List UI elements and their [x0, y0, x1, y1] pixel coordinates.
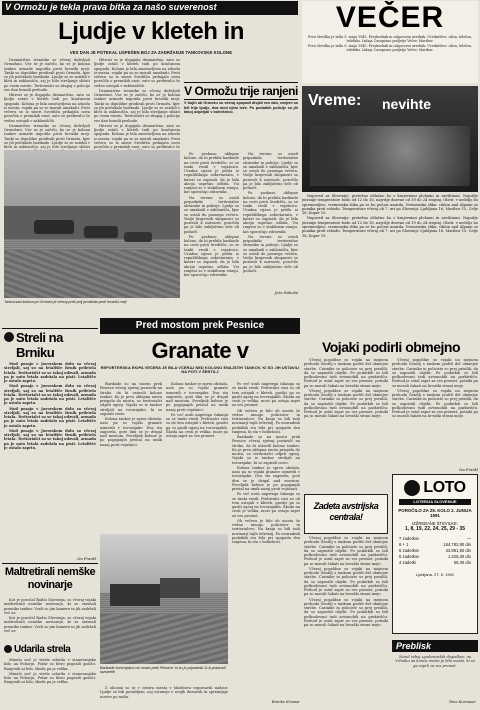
- udarila-text: Minulo noč je strela udarila v stanovanjsko hišo na Pohorju. Požar so hitro pogasili gasilci. Ranjenih ni bilo, škoda pa je velika. Minulo noč je strela udarila v stanovanjsko hišo na Pohorju. Požar so hitro pogasili gasilci. Ranjenih ni bilo, škoda pa je velika.: [4, 658, 96, 685]
- vojaki-byline: Ivo Frankl: [459, 468, 478, 472]
- bullet-icon: [4, 645, 12, 653]
- photo-caption: Tankovska kolona pri Ormožu je včeraj prek polj prodirala proti hrvaški meji: [4, 300, 127, 304]
- vojaki-col1-cont: Včeraj popoldne so vojaki na mejnem prehodu Šentilj s tankom podrli del obmejne stavbe. Carinike in policiste so prej prisilili, da so zapustili objekt. Po podatkih so bili poškodovani tudi avtomobili na parkirišču. Prehod je ostal zaprt za ves promet, potniki pa so morali čakati na hrvaški strani meje. Včeraj popoldne so vojaki na mejnem prehodu Šentilj s tankom podrli del obmejne stavbe. Carinike in policiste so prej prisilili, da so zapustili objekt. Po podatkih so bili poškodovani tudi avtomobili na parkirišču. Prehod je ostal zaprt za ves promet, potniki pa so morali čakati na hrvaški strani meje. Včeraj popoldne so vojaki na mejnem prehodu Šentilj s tankom podrli del obmejne stavbe. Carinike in policiste so prej prisilili, da so zapustili objekt. Po podatkih so bili poškodovani tudi avtomobili na parkirišču. Prehod je ostal zaprt za ves promet, potniki pa so morali čakati na hrvaški strani meje.: [304, 536, 388, 627]
- loto-numbers: 1, 8, 19, 22, 24, 25, 29 - 35: [404, 526, 466, 532]
- side-byline: Jože Rakuša: [274, 290, 298, 295]
- masthead-text: Prva številka je izšla 9. maja 1945. Predsednik in odgovorni urednik. Uredništvo: ulica, telefon, telefaks. Izdaja Časopisno podjetje Večer, Maribor. Prva številka je izšla 9. maja 1945. Predsednik in odgovorni urednik. Uredništvo: ulica, telefon, telefaks. Izdaja Časopisno podjetje Večer, Maribor.: [308, 35, 472, 52]
- udarila-headline: Udarila strela: [14, 644, 71, 655]
- main-subheadline: VES DAN JE POTEKAL USPEŠEN BOJ ZA ZADRŽANJE TANKOVSKE KOLONE: [69, 50, 233, 55]
- vecer-logo: VEČER: [335, 1, 445, 34]
- maltretiral-text: Kot je poročal Radio Slovenija, so včeraj vojaki maltretirali nemške novinarje, ki so snemali premike tankov. Vzeli so jim kamere in jih zadržali več ur. Kot je poročal Radio Slovenija, so včeraj vojaki maltretirali nemške novinarje, ki so snemali premike tankov. Vzeli so jim kamere in jih zadržali več ur.: [4, 598, 96, 633]
- weather-word: nevihte: [382, 96, 432, 112]
- side-lede: V bojih ob Ormožu so včeraj spopadi divjali ves dan, ranjeni so bili trije ljudje, dva med njimi teže. Po podatkih policije so jih takoj odpeljali v bolnišnico.: [184, 101, 298, 114]
- loto-row-label: 6 zadetkov: [399, 548, 420, 553]
- loto-logo: LOTO: [423, 479, 466, 496]
- maltretiral-headline: Maltretirali nemške novinarje: [4, 566, 96, 591]
- loto-row: [399, 560, 471, 566]
- ad-box: [304, 494, 388, 534]
- main-article-col1: Dramatične trenutke so včeraj doživljali Ormožani. Vse se je začelo, ko se je kolona tankov armade napotila proti hrvaški meji. Tanki so dopoldne prodirali proti Ormožu, kjer so jih pričakale barikade. Ljudje so se zatekli v kleti in zaklonišča, saj je bilo streljanje slišati po vsem mestu. Teritorialci so skupaj s policijo ves dan branili prehode. Hitrost se je dogajala dramatično, zato so ljudje ostali v kleteh tudi po končanem spopadu. Kolona je bila zaustavljena na izhodu iz mesta, vojaki pa so se morali umakniti. Proti večeru so iz smeri Središča prihajala nova poročila o premikih enot, zato so prebivalci še vedno ostajali v zakloniščih. Dramatične trenutke so včeraj doživljali Ormožani. Vse se je začelo, ko se je kolona tankov armade napotila proti hrvaški meji. Tanki so dopoldne prodirali proti Ormožu, kjer so jih pričakale barikade. Ljudje so se zatekli v kleti in zaklonišča, saj je bilo streljanje slišati: [4, 58, 90, 149]
- side-col1: Po poskusu oklepne kolone, da bi prebila barikade na cesti proti Središču, so se tanki vrnili v vojašnico. Uradna izjava je prišla iz republiškega sekretariata, v kateri so zapisali, da je bila akcija uspešno odbita. Vsi ranjeni so v stabilnem stanju, kot sporočajo zdravniki. Na terenu so ostali pripadniki teritorialne obrambe in policije. Ljudje so se umaknili v zaklonišča, kjer so ostali do poznega večera. Vodje krajevnih skupnosti so pozivali k mirnosti, poročilo pa je bilo zaključeno šele ob polnoči. Po poskusu oklepne kolone, da bi prebila barikade na cesti proti Središču, so se tanki vrnili v vojašnico. Uradna izjava je prišla iz republiškega sekretariata, v kateri so zapisali, da je bila akcija uspešno odbita. Vsi ranjeni so v stabilnem stanju, kot sporočajo zdravniki.: [184, 152, 239, 277]
- loto-ball-icon: [404, 480, 420, 496]
- loto-row-value: 164.782,90 din: [443, 542, 471, 547]
- side-headline: V Ormožu trije ranjeni: [184, 84, 298, 98]
- loto-box: [392, 474, 478, 634]
- granate-subheadline: REPORTERSKA EKIPA VEČERA JE BILA VČERAJ NED KOLONO ENAJSTIH TANKOV, KI SO JIH USTAVILI NA POTI V ŠENTILJ: [100, 366, 300, 375]
- loto-numbers-label: IZŽREBANE ŠTEVILKE:: [412, 521, 458, 526]
- loto-row-value: —: [466, 536, 471, 541]
- main-article-col2: Hitrost se je dogajala dramatično, zato so ljudje ostali v kleteh tudi po končanem spopadu. Kolona je bila zaustavljena na izhodu iz mesta, vojaki pa so se morali umakniti. Proti večeru so iz smeri Središča prihajala nova poročila o premikih enot, zato so prebivalci še vedno ostajali v zakloniščih. Dramatične trenutke so včeraj doživljali Ormožani. Vse se je začelo, ko se je kolona tankov armade napotila proti hrvaški meji. Tanki so dopoldne prodirali proti Ormožu, kjer so jih pričakale barikade. Ljudje so se zatekli v kleti in zaklonišča, saj je bilo streljanje slišati po vsem mestu. Teritorialci so skupaj s policijo ves dan branili prehode. Hitrost se je dogajala dramatično, zato so ljudje ostali v kleteh tudi po končanem spopadu. Kolona je bila zaustavljena na izhodu iz mesta, vojaki pa so se morali umakniti. Proti večeru so iz smeri Središča prihajala nova poročila o premikih enot, zato so prebivalci še: [94, 58, 180, 149]
- vojaki-headline: Vojaki podirli obmejno: [321, 339, 461, 355]
- bridge-photo: [100, 534, 228, 664]
- loto-row-value: 43.881,50 din: [445, 548, 471, 553]
- divider: [2, 563, 98, 564]
- streli-byline: Ivo Frankl: [77, 557, 96, 561]
- side-headline-box: [184, 82, 298, 100]
- mid-text: Z ulicami so se v centru mesta v Mariboru vzpostavili nadzor. Ljudje so bili povabljeni, naj ostanejo v svojih domovih in spremljajo novice po radiu.: [100, 686, 228, 699]
- weather-title: Vreme:: [308, 92, 362, 109]
- loto-subtitle: LOTERIJA SLOVENIJE: [399, 499, 471, 505]
- masthead: [302, 1, 478, 83]
- bullet-icon: [4, 332, 14, 342]
- granate-col1: Barikade so na mostu prek Pesnice včeraj zjutraj postavili na široko, da bi ustavili kolono tankov. Ko je prva oklepna enota prispela do mosta, so teritorialci odprli ogenj. Vojaki so iz tankov streljali na tovornjake, ki so zapirali cesto. Kolona tankov je sprva obstala, nato pa so vojaki granate usmerili v tovornjake. Dva sta zagorela, gost dim se je dvigal nad mostom. Poveljnik kolone je po pogajanjih pristal na umik nazaj proti vojašnici.: [100, 382, 162, 447]
- loto-heading: POROČILO ZA 25. KOLO 2. JUNIJA 1991: [398, 508, 472, 518]
- loto-table: [399, 536, 471, 566]
- tank-column-photo: [4, 150, 180, 298]
- main-headline: Ljudje v kleteh in: [58, 18, 244, 45]
- granate-headline: Granate v: [151, 338, 249, 363]
- streli-headline: Streli na Brniku: [16, 330, 63, 360]
- weather-map: [310, 126, 470, 186]
- weather-banner: [302, 86, 478, 192]
- loto-footer: Ljubljana, 27. 6. 1991: [415, 572, 455, 577]
- preblisk-text: Novel seboj zgodovinskih dogodkov: na Vrhniku na koncu mostu je bilo mesto, ki so ga zaprli za ves promet.: [395, 655, 475, 668]
- preblisk-byline: Tone Kurnauer: [448, 700, 476, 704]
- loto-row-label: 7 zadetkov: [399, 536, 420, 541]
- divider: [2, 328, 98, 329]
- granate-byline: Branko Kramar: [271, 700, 300, 704]
- side-col2: Na terenu so ostali pripadniki teritorialne obrambe in policije. Ljudje so se umaknili v zaklonišča, kjer so ostali do poznega večera. Vodje krajevnih skupnosti so pozivali k mirnosti, poročilo pa je bilo zaključeno šele ob polnoči. Po poskusu oklepne kolone, da bi prebila barikade na cesti proti Središču, so se tanki vrnili v vojašnico. Uradna izjava je prišla iz republiškega sekretariata, v kateri so zapisali, da je bila akcija uspešno odbita. Vsi ranjeni so v stabilnem stanju, kot sporočajo zdravniki. Na terenu so ostali pripadniki teritorialne obrambe in policije. Ljudje so se umaknili v zaklonišča, kjer so ostali do poznega večera. Vodje krajevnih skupnosti so pozivali k mirnosti, poročilo pa je bilo zaključeno šele ob polnoči.: [243, 152, 298, 273]
- granate-col3: Po več urah napetega čakanja so se tanki vrnili. Prebivalci vasi so ob tem ostajali v kleteh, gasilci pa so gasili ogenj na tovornjakih. Škoda na cesti je velika, most pa ostaja zaprt za ves promet. Ob večeru je bilo ob mostu še vedno mnogo policistov in teritorialcev. Na kraju so bili tudi novinarji tujih televizij. Po neuradnih podatkih sta bila pri spopadu dva ranjena, ki sta v bolnišnici. Barikade so na mostu prek Pesnice včeraj zjutraj postavili na široko, da bi ustavili kolono tankov. Ko je prva oklepna enota prispela do mosta, so teritorialci odprli ogenj. Vojaki so iz tankov streljali na tovornjake, ki so zapirali cesto. Kolona tankov je sprva obstala, nato pa so vojaki granate usmerili v tovornjake. Dva sta zagorela, gost dim se je dvigal nad mostom. Poveljnik kolone je po pogajanjih pristal na umik nazaj proti vojašnici. Po več urah napetega čakanja so se tanki vrnili. Prebivalci vasi so ob tem ostajali v kleteh, gasilci pa so gasili ogenj na tovornjakih. Škoda na cesti je velika, most pa ostaja zaprt za ves promet. Ob večeru je bilo ob mostu še vedno mnogo policistov in teritorialcev. Na kraju so bili tudi novinarji tujih televizij. Po neuradnih podatkih sta bila pri spopadu dva ranjena, ki sta v bolnišnici.: [232, 382, 300, 544]
- preblisk-title: Preblisk: [392, 640, 478, 652]
- ad-title: Zadeta avstrijska centrala!: [313, 501, 379, 522]
- loto-row-label: 4 zadetki: [399, 560, 416, 565]
- bridge-photo-caption: Barikade tovornjakov na mostu prek Pesnice, ki so jo pripadniki JLA poskusili razstreliti: [100, 666, 226, 675]
- vojaki-col1: Včeraj popoldne so vojaki na mejnem prehodu Šentilj s tankom podrli del obmejne stavbe. Carinike in policiste so prej prisilili, da so zapustili objekt. Po podatkih so bili poškodovani tudi avtomobili na parkirišču. Prehod je ostal zaprt za ves promet, potniki pa so morali čakati na hrvaški strani meje. Včeraj popoldne so vojaki na mejnem prehodu Šentilj s tankom podrli del obmejne stavbe. Carinike in policiste so prej prisilili, da so zapustili objekt. Po podatkih so bili poškodovani tudi avtomobili na parkirišču. Prehod je ostal zaprt za ves promet, potniki pa so morali čakati na hrvaški strani meje.: [304, 358, 388, 419]
- vojaki-col2: Včeraj popoldne so vojaki na mejnem prehodu Šentilj s tankom podrli del obmejne stavbe. Carinike in policiste so prej prisilili, da so zapustili objekt. Po podatkih so bili poškodovani tudi avtomobili na parkirišču. Prehod je ostal zaprt za ves promet, potniki pa so morali čakati na hrvaški strani meje. Včeraj popoldne so vojaki na mejnem prehodu Šentilj s tankom podrli del obmejne stavbe. Carinike in policiste so prej prisilili, da so zapustili objekt. Po podatkih so bili poškodovani tudi avtomobili na parkirišču. Prehod je ostal zaprt za ves promet, potniki pa so morali čakati na hrvaški strani meje.: [392, 358, 478, 419]
- loto-row-label: 5 zadetkov: [399, 554, 420, 559]
- loto-row-value: 56,30 din: [453, 560, 471, 565]
- granate-col2: Kolona tankov je sprva obstala, nato pa so vojaki granate usmerili v tovornjake. Dva sta zagorela, gost dim se je dvigal nad mostom. Poveljnik kolone je po pogajanjih pristal na umik nazaj proti vojašnici. Po več urah napetega čakanja so se tanki vrnili. Prebivalci vasi so ob tem ostajali v kleteh, gasilci pa so gasili ogenj na tovornjakih. Škoda na cesti je velika, most pa ostaja zaprt za ves promet.: [166, 382, 228, 438]
- streli-text: Mod posajo v Jurovskem dolu so včeraj streljali, saj so na letališče Brnik priletela letala. Teritorialci so se takoj odzvali, armada pa je nato letala zadržala na pisti. Letališče je ostalo zaprto. Mod posajo v Jurovskem dolu so včeraj streljali, saj so na letališče Brnik priletela letala. Teritorialci so se takoj odzvali, armada pa je nato letala zadržala na pisti. Letališče je ostalo zaprto. Mod posajo v Jurovskem dolu so včeraj streljali, saj so na letališče Brnik priletela letala. Teritorialci so se takoj odzvali, armada pa je nato letala zadržala na pisti. Letališče je ostalo zaprto. Mod posajo v Jurovskem dolu so včeraj streljali, saj so na letališče Brnik priletela letala. Teritorialci so se takoj odzvali, armada pa je nato letala zadržala na pisti. Letališče je ostalo zaprto.: [4, 362, 96, 450]
- loto-row-label: 6 + 1: [399, 542, 409, 547]
- top-kicker: V Ormožu je tekla prava bitka za našo suverenost: [2, 1, 298, 15]
- pred-kicker: Pred mostom prek Pesnice: [100, 318, 300, 334]
- loto-row-value: 1.426,30 din: [447, 554, 471, 559]
- weather-forecast: Napoved za Slovenijo: pretežno oblačno bo s krajevnimi plohami in nevihtami. Najnižje jutranje temperature bodo od 12 do 16, najvišje dnevne od 19 do 24 stopinj. Obeti: v nedeljo bo spremenljivo, vremenska slika pa se bo počasi umirila. Vremenska slika: ciklon nad Alpami se pomika proti vzhodu. Temperature včeraj ob 7. uri po Sloveniji: Ljubljana 16, Maribor 15, Celje 16, Koper 19. Napoved za Slovenijo: pretežno oblačno bo s krajevnimi plohami in nevihtami. Najnižje jutranje temperature bodo od 12 do 16, najvišje dnevne od 19 do 24 stopinj. Obeti: v nedeljo bo spremenljivo, vremenska slika pa se bo počasi umirila. Vremenska slika: ciklon nad Alpami se pomika proti vzhodu. Temperature včeraj ob 7. uri po Sloveniji: Ljubljana 16, Maribor 15, Celje 16, Koper 19.: [302, 194, 478, 238]
